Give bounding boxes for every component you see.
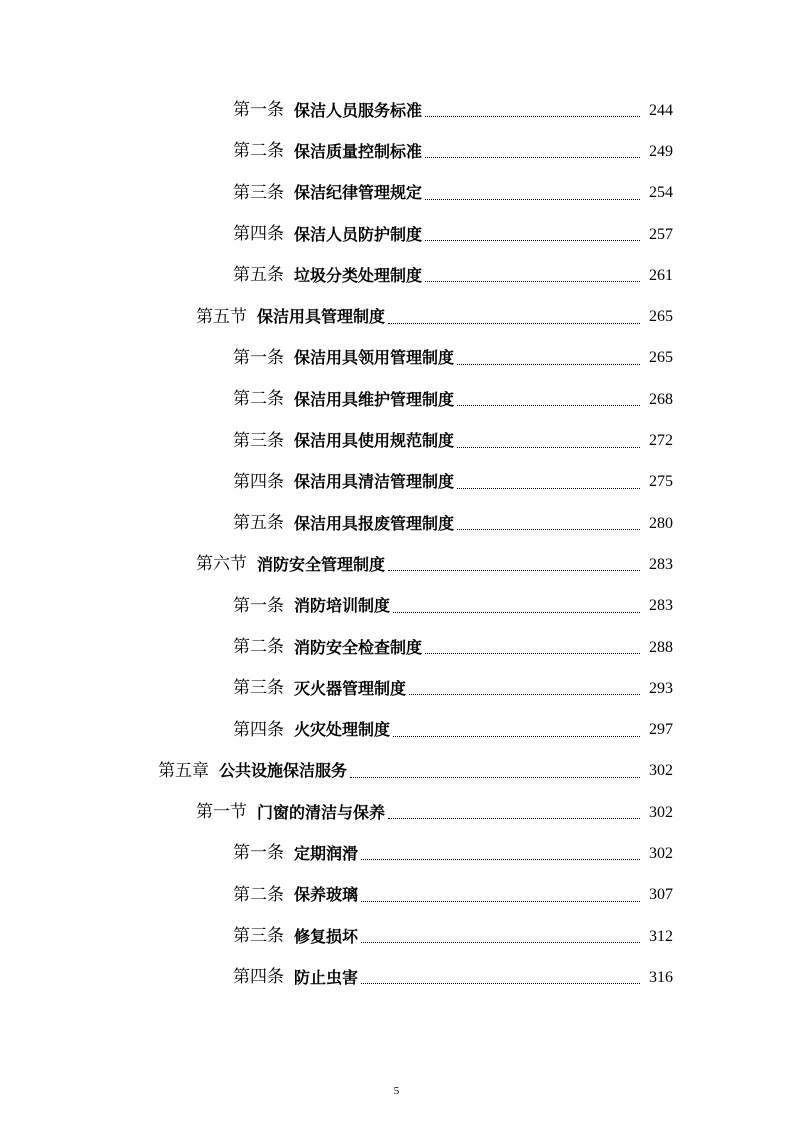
toc-entry-page: 316 — [649, 968, 673, 986]
toc-entry-title: 保洁人员服务标准 — [294, 100, 423, 120]
dot-leader — [388, 323, 640, 324]
toc-entry-page: 265 — [649, 349, 673, 367]
dot-leader — [350, 777, 640, 778]
dot-leader — [393, 612, 640, 613]
toc-entry-number: 第一条 — [233, 595, 284, 616]
dot-leader — [457, 405, 640, 406]
dot-leader — [425, 116, 640, 117]
toc-entry[interactable] — [0, 957, 793, 998]
toc-entry-number: 第五条 — [233, 265, 284, 286]
dot-leader — [388, 570, 640, 571]
toc-entry[interactable] — [0, 462, 793, 503]
toc-entry-number: 第四条 — [233, 224, 284, 245]
page-number: 5 — [393, 1085, 400, 1097]
toc-entry-title: 垃圾分类处理制度 — [294, 265, 423, 285]
toc-entry-page: 280 — [649, 514, 673, 532]
toc-entry-number: 第五条 — [233, 513, 284, 534]
toc-entry-number: 第一条 — [233, 100, 284, 121]
toc-entry-title: 保洁用具领用管理制度 — [294, 348, 455, 368]
toc-entry[interactable] — [0, 503, 793, 544]
toc-entry-page: 302 — [649, 762, 673, 780]
toc-entry[interactable] — [0, 296, 793, 337]
toc-entry-page: 307 — [649, 886, 673, 904]
toc-entry-title: 消防培训制度 — [294, 596, 391, 616]
toc-entry-page: 261 — [649, 266, 673, 284]
dot-leader — [361, 942, 640, 943]
toc-entry-title: 火灾处理制度 — [294, 720, 391, 740]
toc-entry-page: 275 — [649, 473, 673, 491]
toc-entry-number: 第二条 — [233, 389, 284, 410]
toc-entry-title: 保洁用具管理制度 — [257, 307, 386, 327]
toc-entry-number: 第三条 — [233, 678, 284, 699]
toc-entry-number: 第二条 — [233, 637, 284, 657]
toc-entry[interactable] — [0, 627, 793, 668]
toc-entry-number: 第五节 — [196, 306, 247, 327]
toc-entry-number: 第三条 — [233, 430, 284, 451]
dot-leader — [457, 529, 640, 530]
toc-entry[interactable] — [0, 338, 793, 379]
toc-entry[interactable] — [0, 751, 793, 792]
toc-entry[interactable] — [0, 709, 793, 750]
dot-leader — [425, 281, 640, 282]
toc-entry-page: 302 — [649, 844, 673, 862]
dot-leader — [425, 240, 640, 241]
toc-entry-page: 257 — [649, 225, 673, 243]
toc-entry-title: 保洁用具清洁管理制度 — [294, 472, 455, 492]
toc-entry[interactable] — [0, 586, 793, 627]
toc-entry-page: 302 — [649, 803, 673, 821]
dot-leader — [457, 364, 640, 365]
toc-entry-title: 保洁人员防护制度 — [294, 224, 423, 244]
toc-entry-title: 保洁用具使用规范制度 — [294, 431, 455, 451]
toc-entry-title: 消防安全管理制度 — [257, 554, 386, 574]
toc-entry-title: 保洁用具维护管理制度 — [294, 389, 455, 409]
dot-leader — [361, 901, 640, 902]
toc-entry-page: 288 — [649, 638, 673, 656]
toc-entry-number: 第一条 — [233, 347, 284, 368]
toc-entry[interactable] — [0, 875, 793, 916]
toc-entry-number: 第四条 — [233, 719, 284, 740]
dot-leader — [425, 199, 640, 200]
toc-entry[interactable] — [0, 420, 793, 461]
toc-entry-page: 249 — [649, 142, 673, 160]
toc-entry-title: 修复损坏 — [294, 926, 359, 946]
toc-entry-title: 消防安全检查制度 — [294, 637, 423, 657]
toc-entry-page: 293 — [649, 679, 673, 697]
toc-entry[interactable] — [0, 214, 793, 255]
toc-entry-title: 公共设施保洁服务 — [219, 761, 348, 781]
toc-entry-number: 第五章 — [158, 760, 209, 781]
dot-leader — [425, 157, 640, 158]
dot-leader — [457, 447, 640, 448]
toc-entry-number: 第二条 — [233, 141, 284, 162]
dot-leader — [361, 859, 640, 860]
toc-entry-page: 283 — [649, 597, 673, 615]
toc-entry[interactable] — [0, 173, 793, 214]
toc-entry-page: 297 — [649, 721, 673, 739]
toc-entry-page: 244 — [649, 101, 673, 119]
toc-entry-page: 254 — [649, 184, 673, 202]
toc-entry[interactable] — [0, 792, 793, 833]
toc-entry[interactable] — [0, 90, 793, 131]
toc-entry[interactable] — [0, 131, 793, 172]
toc-entry-title: 防止虫害 — [294, 967, 359, 987]
toc-entry-title: 保洁纪律管理规定 — [294, 183, 423, 203]
toc-entry-page: 272 — [649, 432, 673, 450]
toc-entry-number: 第三条 — [233, 182, 284, 203]
dot-leader — [457, 488, 640, 489]
toc-entry[interactable] — [0, 379, 793, 420]
dot-leader — [361, 983, 640, 984]
toc-entry-title: 定期润滑 — [294, 843, 359, 863]
toc-entry-number: 第四条 — [233, 471, 284, 492]
toc-entry-title: 保养玻璃 — [294, 885, 359, 905]
toc-entry-page: 268 — [649, 390, 673, 408]
toc-entry-title: 保洁质量控制标准 — [294, 141, 423, 161]
toc-entry-number: 第六节 — [196, 554, 247, 575]
dot-leader — [388, 818, 640, 819]
toc-entry-title: 保洁用具报废管理制度 — [294, 513, 455, 533]
toc-entry-number: 第二条 — [233, 884, 284, 905]
toc-entry-title: 门窗的清洁与保养 — [257, 802, 386, 822]
toc-entry-number: 第四条 — [233, 967, 284, 988]
table-of-contents — [0, 90, 793, 999]
dot-leader — [425, 653, 640, 654]
toc-entry[interactable] — [0, 668, 793, 709]
toc-entry-number: 第三条 — [233, 926, 284, 947]
toc-entry-number: 第一条 — [233, 843, 284, 864]
toc-entry-number: 第一节 — [196, 802, 247, 823]
toc-entry-title: 灭火器管理制度 — [294, 678, 407, 698]
toc-entry-page: 283 — [649, 555, 673, 573]
toc-entry-page: 312 — [649, 927, 673, 945]
toc-entry-page: 265 — [649, 308, 673, 326]
dot-leader — [393, 736, 640, 737]
dot-leader — [409, 694, 640, 695]
toc-entry[interactable] — [0, 833, 793, 874]
toc-entry[interactable] — [0, 916, 793, 957]
toc-entry[interactable] — [0, 255, 793, 296]
toc-entry[interactable] — [0, 544, 793, 585]
